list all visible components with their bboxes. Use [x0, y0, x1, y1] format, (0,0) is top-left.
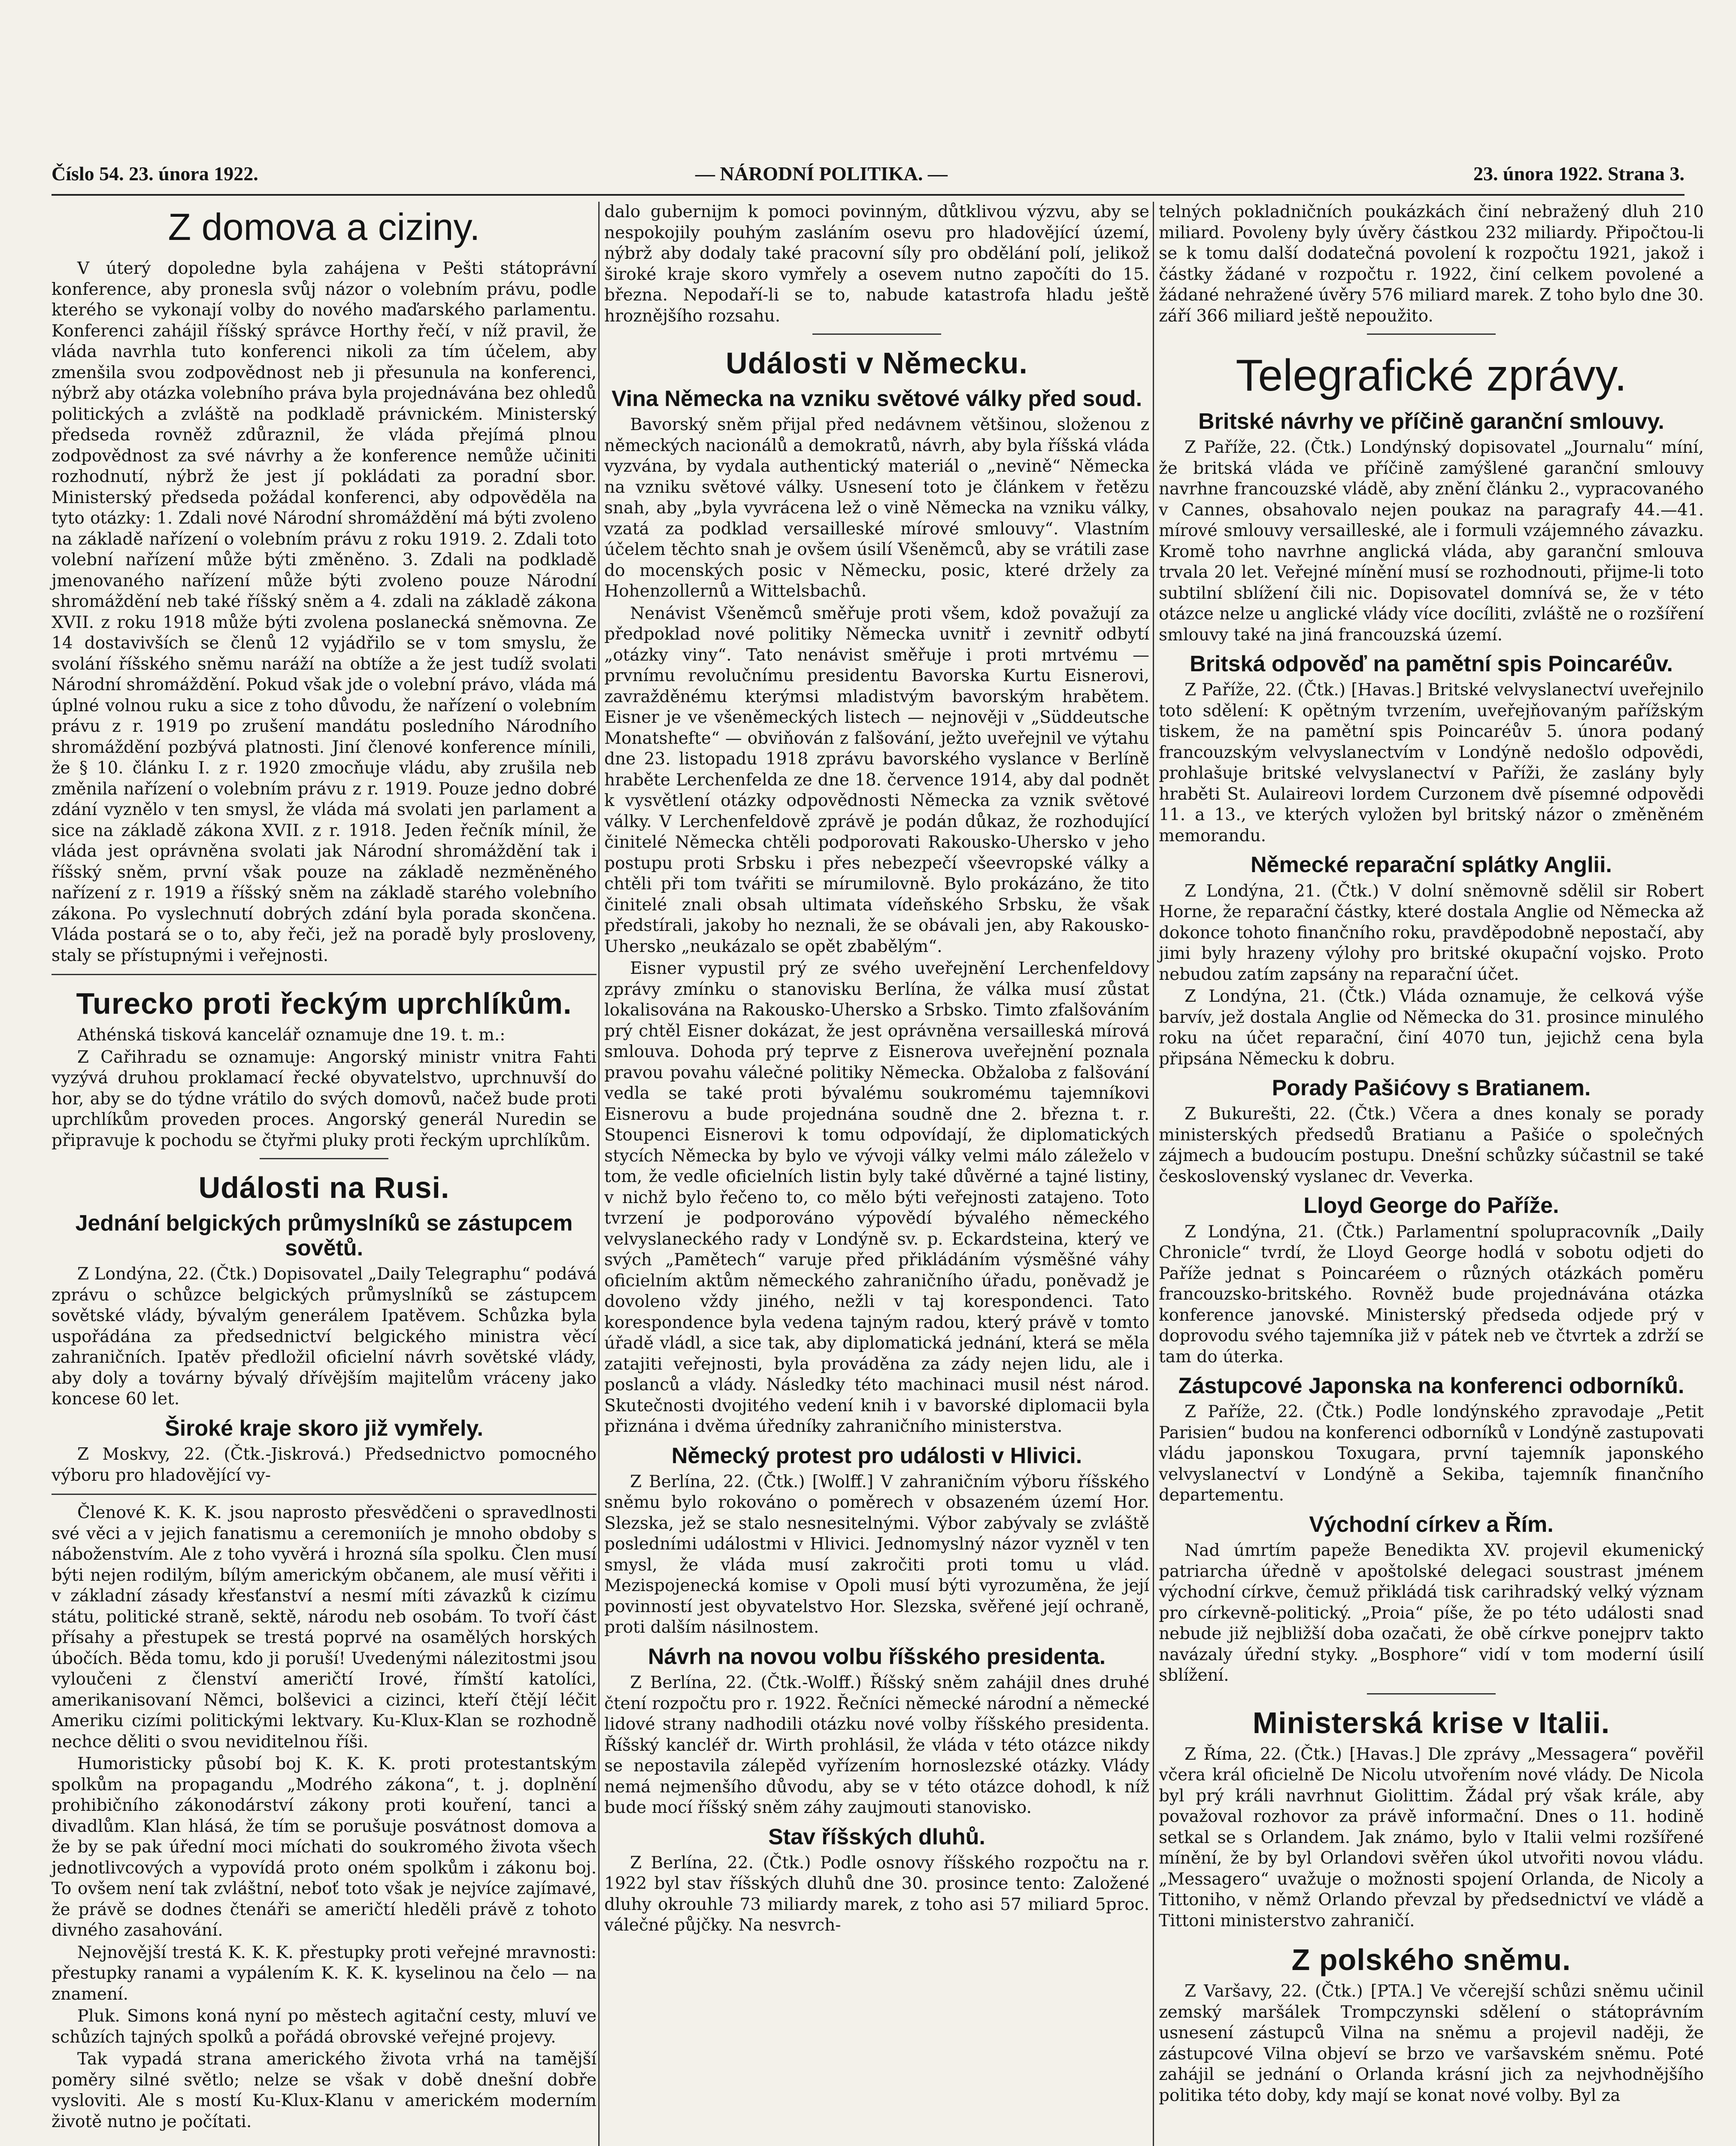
subheadline: Porady Pašićovy s Bratianem.: [1272, 1076, 1591, 1101]
article-text: Členové K. K. K. jsou naprosto přesvědčeni o spravedlnosti své věci a v jejich fanatismu a ceremoniích je mnoho obdoby s náboženstvím. Ale z toho vyvěrá i hrozná síla spolku. Člen musí býti nejen rodilým, bílým americkým občanem, ale musí věřiti i v základní zásady křesťanství a nesmí míti závazků k cizímu státu, politické straně, sektě, národu neb osobám. To tvoří část přísahy a přestupek se trestá poprvé na osamělých horských úbočích. Běda tomu, kdo ji poruší! Uvedenými nálezitostmi jsou vyloučeni z členství američtí Irové, římští katolíci, amerikanisovaní Němci, bolševici a cizinci, kteří čtějí léčit Ameriku cizími politickými lektvary. Ku-Klux-Klan se rozhodně nechce děliti o svou neviditelnou říši.: [52, 1503, 597, 1752]
article-text: Nad úmrtím papeže Benedikta XV. projevil ekumenický patriarcha úředně v apoštolské delegaci soustrast jménem východní církve, čemuž přikládá tisk carihradský velký význam pro církevně-politický. „Proia“ píše, že po této události snad nebude již nejbližší doba ozačati, že obě církve ponejprv takto navázaly úřední styky. „Bosphore“ vidí v tom moderní úsilí sblížení.: [1159, 1541, 1704, 1685]
issue-number-date: Číslo 54. 23. února 1922.: [52, 163, 258, 185]
subheadline: Německý protest pro události v Hlivici.: [671, 1443, 1082, 1468]
article-text: telných pokladničních poukázkách činí nebražený dluh 210 miliard. Povoleny byly úvěry částkou 232 miliardy. Připočtou-li se k tomu další dodatečná povolení k rozpočtu 1921, jakož i částky žádané v rozpočtu r. 1922, činí celkem povolené a žádané nehražené úvěry 576 miliard marek. Z toho bylo dne 30. září 366 miliard ještě nepoužito.: [1159, 202, 1704, 326]
article-text: Nenávist Všeněmců směřuje proti všem, kdož považují za předpoklad nové politiky Německa uvnitř i zevnitř odbytí „otázky viny“. Tato nenávist směřuje i proti mrtvému — prvnímu revolučnímu presidentu Bavorska Kurtu Eisnerovi, zavražděnému kterýmsi mladistvým bavorským hrabětem. Eisner je ve všeněmeckých listech — nejnověji v „Süddeutsche Monatshefte“ — obviňován z falšování, ježto uveřejnil ve výtahu dne 23. listopadu 1918 zprávu bavorského vyslance v Berlíně hraběte Lerchenfelda ze dne 18. července 1914, aby dal podnět k vysvětlení otázky odpovědnosti Německa za vznik světové války. V Lerchenfeldově zprávě je podán důkaz, že rozhodující činitelé Německa chtěli podporovati Rakousko-Uhersko v jeho postupu proti Srbsku i přes nebezpečí všeevropské války a chtěli při tom tvářiti se mírumilovně. Bylo prokázáno, že tito činitelé znali obsah ultimata vídeňského Srbsku, že však předstírali, jakoby ho neznali, že se obávali jen, aby Rakousko-Uhersko „neukázalo se opět zbabělým“.: [604, 603, 1149, 956]
divider: [260, 1158, 388, 1159]
article-text: Z Cařihradu se oznamuje: Angorský ministr vnitra Fahti vyzývá druhou proklamací řecké obyvatelstvo, uprchnuvší do hor, aby se do týdne vrátilo do svých domovů, načež bude proti uprchlíkům proveden proces. Angorský generál Nuredin se připravuje k pochodu se čtyřmi pluky proti řeckým uprchlíkům.: [52, 1047, 597, 1150]
article-text: Z Berlína, 22. (Čtk.-Wolff.) Říšský sněm zahájil dnes druhé čtení rozpočtu pro r. 1922. Řečníci německé národní a německé lidové strany nadhodili otázku nové volby říšského presidenta. Říšský kancléř dr. Wirth prohlásil, že vláda v této otázce nikdy se nepostavila zálepěd vyřízením hornoslezské otázky. Vlády nemá nejmenšího důvodu, aby se v této otázce dohodl, k níž bude mocí říšský sněm záhy zaujmouti stanovisko.: [604, 1673, 1149, 1818]
header-rule: [52, 194, 1684, 196]
headline-nemecko: Události v Německu.: [726, 346, 1028, 380]
column-divider-2: [1153, 202, 1154, 2146]
article-text: Humoristicky působí boj K. K. K. proti protestantským spolkům na propagandu „Modrého zákona“, t. j. doplnění prohibičního zákonodárství zákony proti kouření, tanci a divadlům. Klan hlásá, že tím se porušuje posvátnost domova a že by se pak úřední moci míchati do soukromého života všech jednotlivcových a vypovídá proto oném spolkům i zákonu boj. To ovšem není tak zvláštní, neboť toto však je nejvíce zajímavé, že právě se dodnes čtenáři se američtí hleděli právě z tohoto divného zasahování.: [52, 1754, 597, 1940]
section-title-domov: Z domova a ciziny.: [168, 206, 480, 248]
article-text: Z Paříže, 22. (Čtk.) Londýnský dopisovatel „Journalu“ míní, že britská vláda ve příčině zamýšlené garanční smlouvy navrhne francouzské vládě, aby znění článku 2., vypracovaného v Cannes, obsahovalo nejen poukaz na paragrafy 44.—41. mírové smlouvy versailleské, ale i formuli vzájemného závazku. Kromě toho navrhne anglická vláda, aby garanční smlouva trvala 20 let. Veřejné mínění musí se rozhodnouti, přijme-li toto subtilní sblížení čili nic. Dopisovatel domnívá se, že v této otázce nelze u anglické vlády více docíliti, zvláště ne o rozšíření smlouvy také na jiná francouzská území.: [1159, 438, 1704, 645]
subheadline: Zástupcové Japonska na konferenci odborníků.: [1178, 1373, 1684, 1399]
article-text: V úterý dopoledne byla zahájena v Pešti státoprávní konference, aby pronesla svůj názor o volebním právu, podle kterého se vykonají volby do nového maďarského parlamentu. Konferenci zahájil říšský správce Horthy řečí, v níž pravil, že vláda navrhla tuto konferenci nikoli za tím účelem, aby zmenšila svou zodpovědnost neb ji přesunula na konferenci, nýbrž aby otázka volebního práva byla projednávána bez ohledů politických a zvláště na podkladě právnickém. Ministerský předseda rovněž zdůraznil, že vláda přejímá plnou zodpovědnost za své návrhy a že konference nemůže učiniti rozhodnutí, nýbrž že jest jí pokládati za poradní sbor. Ministerský předseda požádal konferenci, aby odpověděla na tyto otázky: 1. Zdali nové Národní shromáždění má býti zvoleno na základě nařízení o volebním právu z roku 1919. 2. Zdali toto volební nařízení může býti změněno. 3. Zdali na podkladě jmenovaného nařízení může býti zvoleno pouze Národní shromáždění neb také říšský sněm a 4. zdali na základě zákona XVII. z roku 1918 může býti zvolena poslanecká sněmovna. Ze 14 dostavivších se členů 12 vyjádřilo se v tom smyslu, že svolání říšského sněmu naráží na obtíže a že jest tudíž svolati Národní shromáždění. Pokud však jde o volební právo, vláda má úplné volnou ruku a sice z toho důvodu, že nařízení o volebním právu z r. 1919 po zrušení mandátu posledního Národního shromáždění pozbývá platnosti. Jiní členové konference mínili, že § 10. článku I. z r. 1920 zmocňuje vládu, aby zrušila neb změnila nařízení o volebním právu z r. 1919. Pouze jedno dobré zdání vyznělo v ten smysl, že vláda má svolati jen parlament a sice na základě zákona XVII. z r. 1918. Jeden řečník mínil, že vláda jest oprávněna svolati jak Národní shromáždění tak i říšský sněm, první však pouze na základě nezměněného nařízení z r. 1919 a říšský sněm na základě starého volebního zákona. Po vyslechnutí dobrých zdání byla porada skončena. Vláda postará se o to, aby řeči, jež na poradě byly prosloveny, staly se přístupnými i veřejnosti.: [52, 259, 597, 965]
article-text: Z Londýna, 21. (Čtk.) V dolní sněmovně sdělil sir Robert Horne, že reparační částky, které dostala Anglie od Německa až dokonce tohoto finančního roku, pravděpodobně nepostačí, aby jimi byly hrazeny výlohy pro britské okupační vojsko. Proto nebudou zatím zapsány na reparační účet.: [1159, 881, 1704, 984]
headline-polsky-snem: Z polského sněmu.: [1291, 1943, 1571, 1977]
article-text: Z Londýna, 22. (Čtk.) Dopisovatel „Daily Telegraphu“ podává zprávu o schůzce belgických průmyslníků se zástupcem sovětské vlády, bývalým generálem Ipatěvem. Schůzka byla uspořádána za předsednictví belgického ministra věcí zahraničních. Ipatěv předložil oficielní návrh sovětské vlády, aby doly a továrny bývalý dřívějším majitelům vráceny jako koncese 60 let.: [52, 1264, 597, 1409]
article-text: Z Paříže, 22. (Čtk.) [Havas.] Britské velvyslanectví uveřejnilo toto sdělení: K opětným tvrzením, uveřejňovaným pařížským tiskem, že na pamětní spis Poincaréův 5. února podaný francouzským velvyslanectvím v Londýně nedošlo odpovědi, prohlašuje britské velvyslanectví v Paříži, že zaslány byly hraběti St. Aulaireovi lordem Curzonem dvě písemné odpovědi 11. a 13., ve kterých vyložen byl britský názor o změněném memorandu.: [1159, 680, 1704, 846]
subheadline: Návrh na novou volbu říšského presidenta.: [648, 1644, 1106, 1669]
article-text: Nejnovější trestá K. K. K. přestupky proti veřejné mravnosti: přestupky ranami a vypálením K. K. K. kyselinou na čelo — na znamení.: [52, 1943, 597, 2004]
subheadline: Německé reparační splátky Anglii.: [1250, 852, 1612, 878]
article-text: Z Varšavy, 22. (Čtk.) [PTA.] Ve včerejší schůzi sněmu učinil zemský maršálek Trompczynski sdělení o státoprávním usnesení zástupců Vilna na sněmu a projevil naději, že zástupcové Vilna objeví se brzo ve varšavském sněmu. Poté zahájil se jednání o Orlanda krásní jich za nejvhodnějšího politika této doby, kdy mají se konat nové volby. Byl za: [1159, 1982, 1704, 2105]
column-2: [604, 202, 1149, 1937]
article-text: Athénská tisková kancelář oznamuje dne 19. t. m.:: [77, 1025, 506, 1045]
headline-turecko: Turecko proti řeckým uprchlíkům.: [76, 987, 572, 1020]
divider: [52, 1494, 597, 1495]
subheadline: Britské návrhy ve příčině garanční smlouvy.: [1198, 409, 1664, 434]
article-text: Tak vypadá strana amerického života vrhá na tamější poměry silné světlo; nelze se však v době dnešní dobře vysloviti. Ale s mostí Ku-Klux-Klanu v americkém moderním životě nutno je počítati.: [52, 2049, 597, 2131]
article-text: Z Moskvy, 22. (Čtk.-Jiskrová.) Předsednictvo pomocného výboru pro hladovějící vy-: [52, 1445, 597, 1485]
divider: [812, 333, 941, 335]
headline-rus: Události na Rusi.: [198, 1171, 450, 1204]
article-text: Z Berlína, 22. (Čtk.) Podle osnovy říšského rozpočtu na r. 1922 byl stav říšských dluhů dne 30. prosince tento: Založené dluhy okrouhle 73 miliardy marek, z toho asi 57 miliard 5proc. válečné půjčky. Na nesvrch-: [604, 1853, 1149, 1935]
subheadline: Lloyd George do Paříže.: [1303, 1193, 1559, 1218]
article-text: Z Říma, 22. (Čtk.) [Havas.] Dle zprávy „Messagera“ pověřil včera král oficielně De Nicolu utvořením nové vlády. De Nicola byl prý králi navrhnut Giolittim. Žádal prý však krále, aby považoval rozhovor za právě informační. Dnes o 11. hodině setkal se s Orlandem. Jak známo, bylo v Italii velmi rozšířené mínění, že by byl Orlandovi svěřen úkol utvořiti novou vládu. „Messagero“ uvažuje o možnosti spojení Orlanda, de Nicoly a Tittoniho, v němž Orlando převzal by předsednictví ve vládě a Tittoni ministerstvo zahraničí.: [1159, 1744, 1704, 1931]
article-text: Pluk. Simons koná nyní po městech agitační cesty, mluví ve schůzích tajných spolků a pořádá obrovské veřejné projevy.: [52, 2007, 597, 2047]
subheadline: Jednání belgických průmyslníků se zástupcem sovětů.: [75, 1211, 573, 1261]
subheadline: Stav říšských dluhů.: [768, 1824, 985, 1849]
column-1: [52, 202, 597, 2134]
column-3: [1159, 202, 1704, 2107]
divider: [1367, 333, 1496, 335]
subheadline: Britská odpověď na pamětní spis Poincaréův.: [1190, 652, 1673, 677]
divider: [52, 974, 597, 975]
newspaper-title: — NÁRODNÍ POLITIKA. —: [695, 163, 948, 185]
article-text: dalo gubernijm k pomoci povinným, důtklivou výzvu, aby se nespokojily pouhým zasláním osevu pro hladovějící území, nýbrž aby dodaly také pracovní síly pro obdělání polí, jelikož široké kraje skoro vymřely a osevem nutno započíti do 15. března. Nepodaří-li se to, nabude katastrofa hladu ještě hroznějšího rozsahu.: [604, 202, 1149, 326]
article-text: Bavorský sněm přijal před nedávnem většinou, složenou z německých nacionálů a demokratů, návrh, aby byla říšská vláda vyzvána, by vydala authentický materiál o „nevině“ Německa na vzniku světové války. Usnesení toto je článkem v řetězu snah, aby „byla vyvrácena lež o vině Německa na vzniku války, vzatá za podklad versailleské mírové smlouvy“. Vlastním účelem těchto snah je ovšem úsilí Všeněmců, aby se vrátili zase do mocenských posic v Německu, posic, které držely za Hohenzollernů a Wittelsbachů.: [604, 415, 1149, 601]
article-text: Z Bukurešti, 22. (Čtk.) Včera a dnes konaly se porady ministerských předsedů Bratianu a Pašiće o společných zájmech a budoucím postupu. Dnešní schůzky súčastnil se také československý vyslanec dr. Veverka.: [1159, 1104, 1704, 1186]
divider: [1367, 1693, 1496, 1694]
page-date-number: 23. února 1922. Strana 3.: [1473, 163, 1684, 185]
column-divider-1: [598, 202, 600, 2146]
subheadline: Vina Německa na vzniku světové války před soud.: [611, 386, 1142, 411]
article-text: Z Londýna, 21. (Čtk.) Vláda oznamuje, že celková výše barvív, jež dostala Anglie od Německa do 31. prosince minulého roku na účet reparační, činí 4070 tun, jejichž cena byla připsána Německu k dobru.: [1159, 987, 1704, 1069]
section-title-telegraficke: Telegrafické zprávy.: [1236, 351, 1627, 400]
subheadline: Široké kraje skoro již vymřely.: [165, 1416, 483, 1441]
article-text: Z Berlína, 22. (Čtk.) [Wolff.] V zahraničním výboru říšského sněmu bylo rokováno o poměrech v obsazeném území Hor. Slezska, jež se stalo nesnesitelnými. Výbor zabývaly se zvláště posledními událostmi v Hlivici. Jednomyslný názor vyzněl v ten smysl, že vláda musí zakročiti proti tomu u vlád. Mezispojenecká komise v Opoli musí býti vyrozuměna, že její povinností jest obyvatelstvo Hor. Slezska, svěřené její ochraně, proti dalším násilnostem.: [604, 1472, 1149, 1637]
headline-italie: Ministerská krise v Italii.: [1252, 1706, 1610, 1740]
masthead: [52, 162, 1684, 192]
article-text: Z Paříže, 22. (Čtk.) Podle londýnského zpravodaje „Petit Parisien“ budou na konferenci odborníků v Londýně zastupovati vládu japonskou Toxugara, první tajemník japonského velvyslanectví v Londýně a Sekiba, tajemník finančního departementu.: [1159, 1402, 1704, 1505]
article-text: Eisner vypustil prý ze svého uveřejnění Lerchenfeldovy zprávy zmínku o stanovisku Berlína, že válka musí zůstat lokalisována na Rakousko-Uhersko a Srbsko. Timto zfalšováním prý chtěl Eisner dokázat, že jest oprávněna versailleská mírová smlouva. Dohoda prý teprve z Eisnerova uveřejnění poznala pravou povahu válečné politiky Německa. Obžaloba z falšování vedla se také proti bývalému soukromému tajemníkovi Eisnerovu a bude projednána soudně dne 2. března t. r. Stoupenci Eisnerovi k tomu odpovídají, že diplomatických stycích Německa by bylo ve vývoji války velmi málo záleželo v tom, že vedle oficielních listin byly také důvěrné a tajné listiny, v nichž bylo řečeno to, co mělo býti veřejnosti zatajeno. Toto tvrzení je podporováno výpovědí bývalého německého velvyslaneckého rady v Londýně sv. p. Eckardsteina, který ve svých „Pamětech“ varuje před přikládáním výsměšné váhy oficielním aktům německého zahraničního úřadu, poněvadž je dovoleno vždy jiného, nežli v taj korespondenci. Tato korespondence byla vedena tajným radou, který právě v tomto úřadě vládl, a sice tak, aby diplomatická jednání, která se měla zatajiti veřejnosti, byla prováděna za zády nejen lidu, ale i poslanců a vlády. Následky této machinaci musil nést národ. Skutečnosti dvojitého vedení knih i v bavorské diplomacii byla přiznána i dvěma úředníky zahraničního ministerstva.: [604, 959, 1149, 1437]
subheadline: Východní církev a Řím.: [1309, 1512, 1554, 1537]
article-text: Z Londýna, 21. (Čtk.) Parlamentní spolupracovník „Daily Chronicle“ tvrdí, že Lloyd George hodlá v sobotu odjeti do Paříže jednat s Poincaréem o různých otázkách poměru francouzsko-britského. Rovněž bude projednávána otázka konference janovské. Ministerský předseda odjede prý v doprovodu svého tajemníka již v pátek neb ve čtvrtek a zdrží se tam do úterka.: [1159, 1222, 1704, 1367]
